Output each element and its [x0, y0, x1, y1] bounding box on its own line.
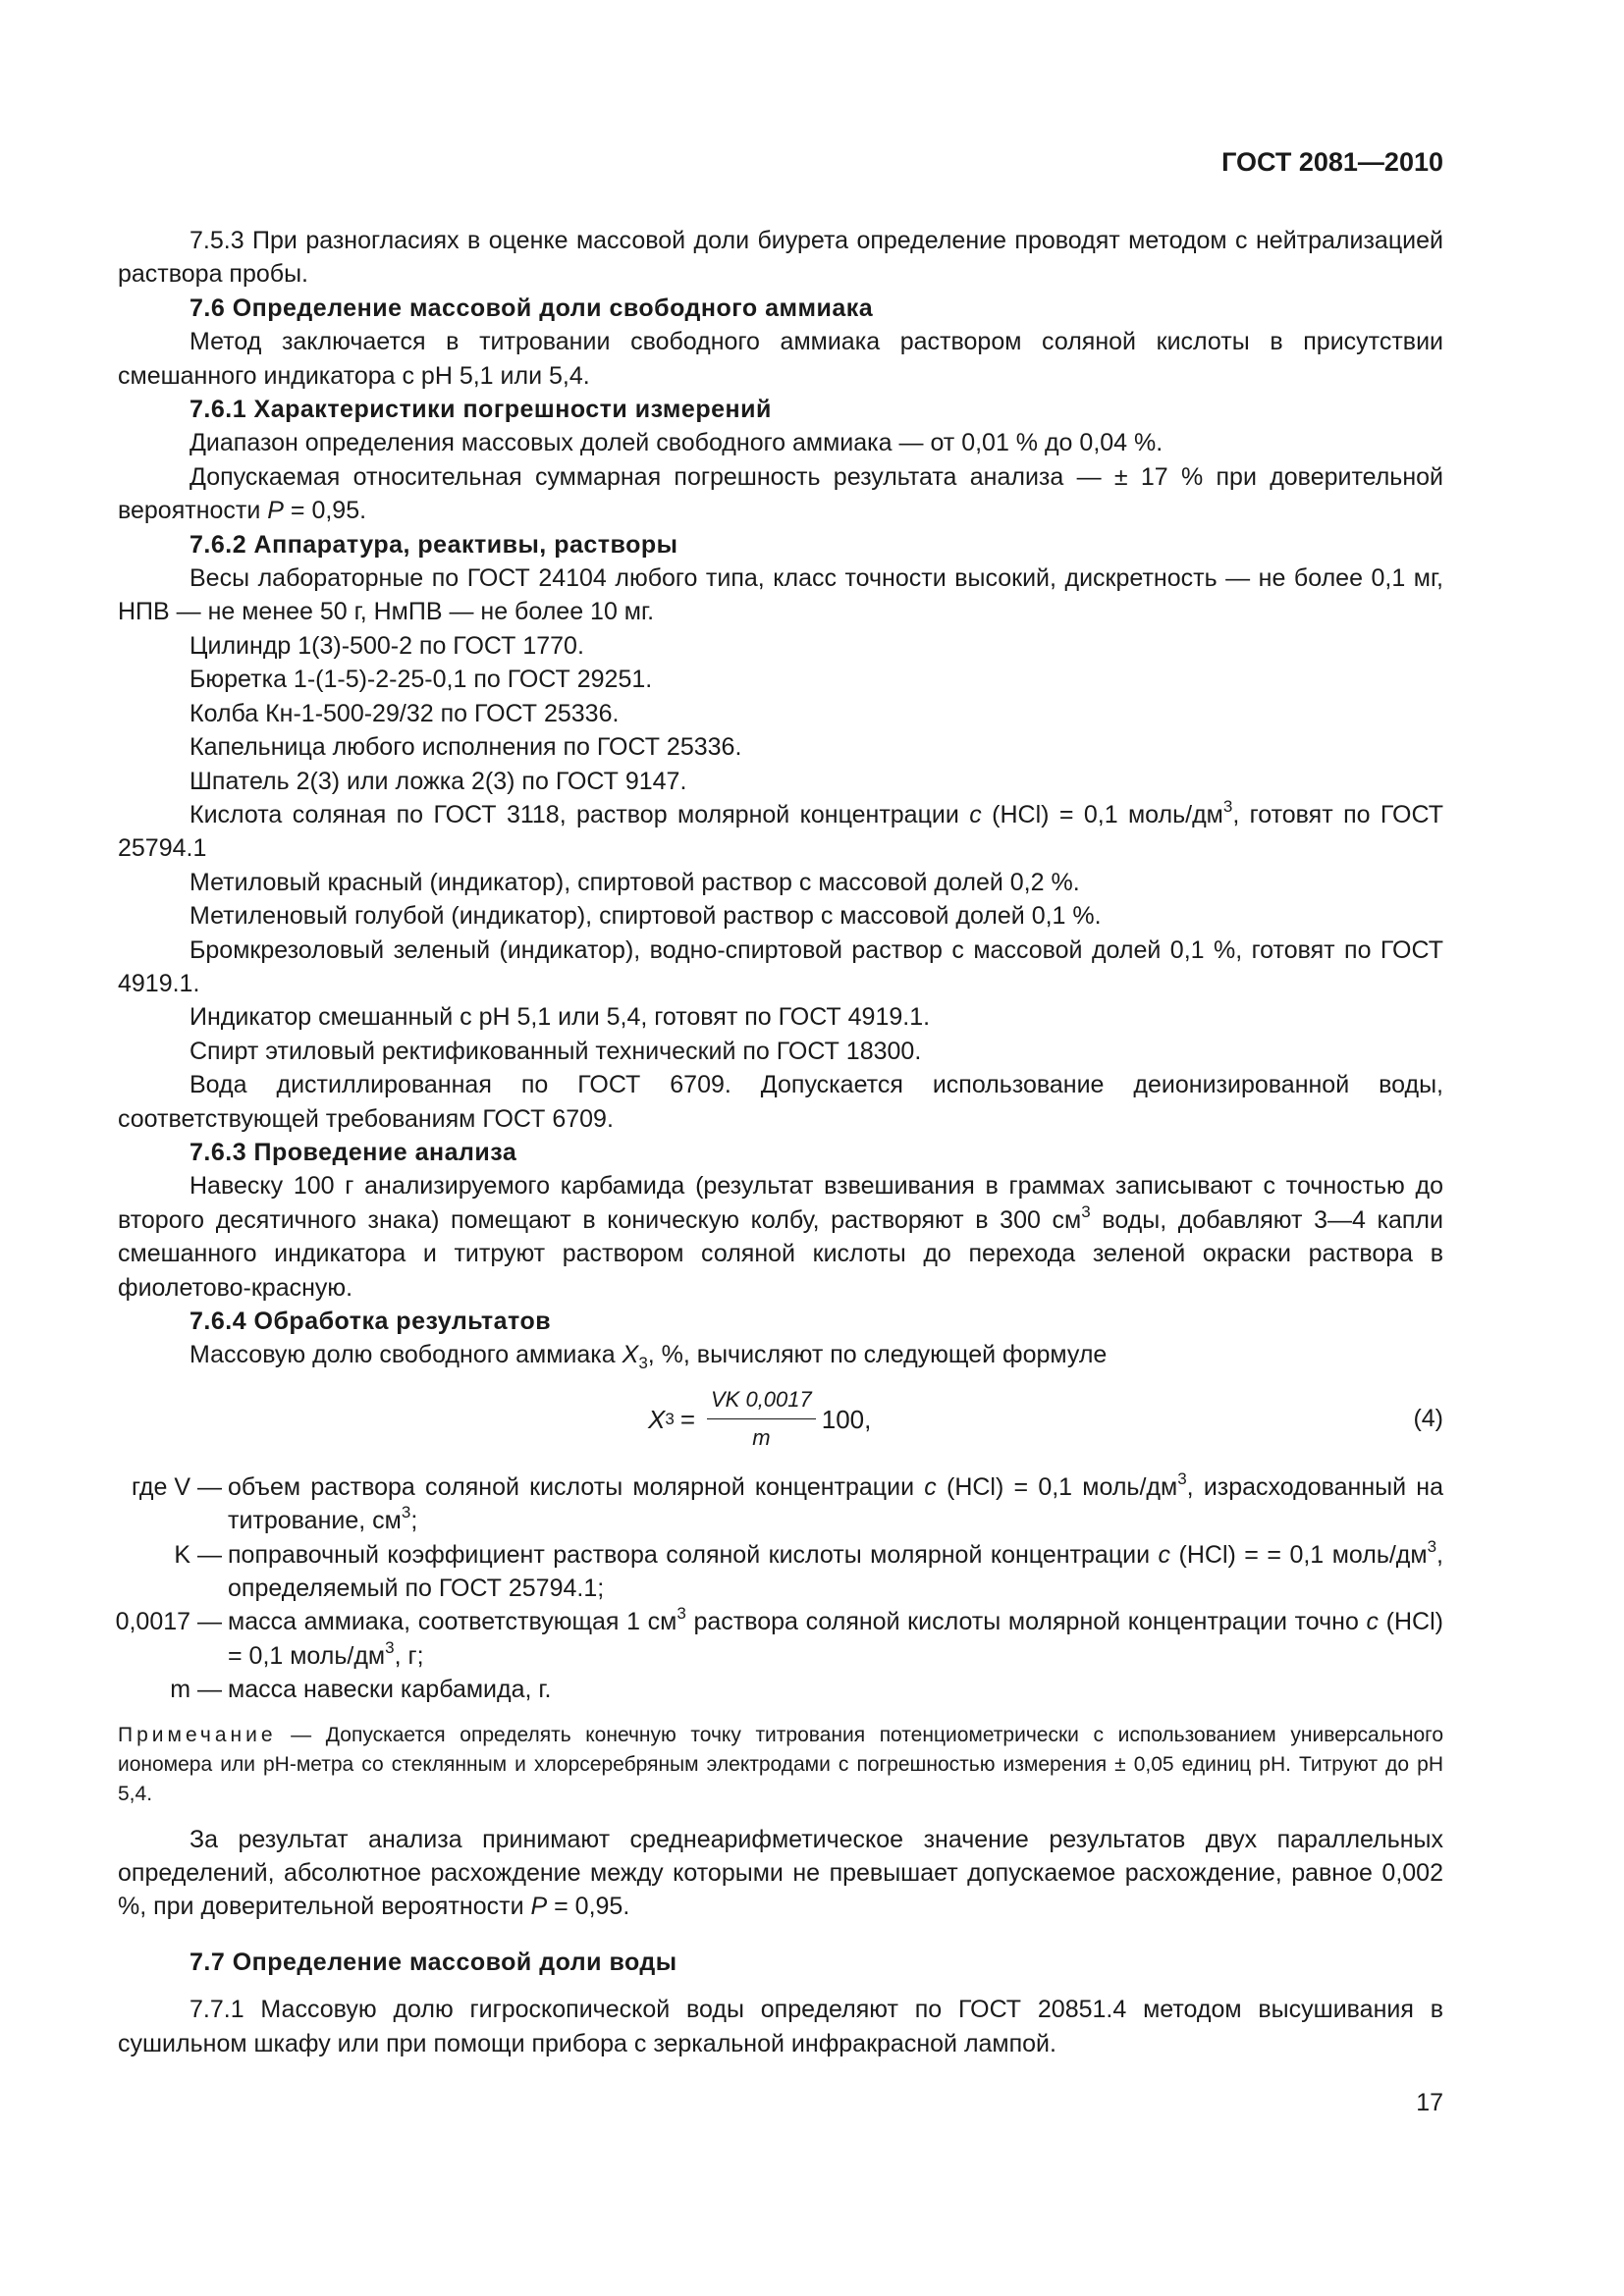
- superscript: 3: [1427, 1536, 1437, 1556]
- paragraph-cylinder: Цилиндр 1(3)-500-2 по ГОСТ 1770.: [189, 631, 584, 660]
- variable: c: [924, 1472, 937, 1501]
- where-term-text: 0,0017 —: [115, 1608, 222, 1636]
- superscript: 3: [401, 1503, 411, 1522]
- text-run: (HCl) = 0,1 моль/дм: [981, 800, 1223, 828]
- section-heading-text: 7.6.1 Характеристики погрешности измерений: [189, 396, 772, 424]
- formula-lhs: X: [648, 1404, 666, 1434]
- section-heading-text: 7.6 Определение массовой доли свободного аммиака: [189, 294, 874, 322]
- superscript: 3: [677, 1604, 686, 1624]
- text-run: Допускаемая относительная суммарная погрешность результата анализа — ± 17 % при доверительной вероятности: [118, 462, 1443, 525]
- where-definition: [228, 1470, 1443, 1538]
- paragraph-burette: Бюретка 1-(1-5)-2-25-0,1 по ГОСТ 29251.: [189, 666, 653, 694]
- document-body: [115, 224, 1444, 2060]
- paragraph-methylene-blue: Метиленовый голубой (индикатор), спиртовой раствор с массовой долей 0,1 %.: [189, 902, 1102, 931]
- variable: X: [622, 1341, 639, 1369]
- formula-4: [118, 1380, 1443, 1459]
- formula-equals: =: [679, 1404, 695, 1434]
- paragraph-7-5-3: 7.5.3 При разногласиях в оценке массовой доли биурета определение проводят методом с нейтрализацией раствора пробы.: [118, 227, 1443, 289]
- where-term-text: где V —: [131, 1472, 222, 1501]
- superscript: 3: [1222, 796, 1233, 816]
- note: [118, 1721, 1443, 1809]
- superscript: 3: [385, 1637, 395, 1657]
- paragraph-acid: [118, 798, 1443, 866]
- paragraph-water: Вода дистиллированная по ГОСТ 6709. Допускается использование деионизированной воды, соответствующей требованиям ГОСТ 6709.: [118, 1071, 1443, 1133]
- paragraph-bromocresol: Бромкрезоловый зеленый (индикатор), водно-спиртовой раствор с массовой долей 0,1 %, готовят по ГОСТ 4919.1.: [118, 935, 1443, 997]
- formula-tail: 100,: [821, 1404, 872, 1434]
- section-heading-text: 7.6.2 Аппаратура, реактивы, растворы: [189, 530, 678, 559]
- text-run: ;: [410, 1507, 418, 1535]
- formula-number: (4): [1413, 1404, 1443, 1432]
- text-run: Кислота соляная по ГОСТ 3118, раствор молярной концентрации: [189, 800, 970, 828]
- where-term: [0, 1673, 228, 1706]
- section-heading-7-6-4: [118, 1305, 1443, 1338]
- text-run: , определяемый по ГОСТ 25794.1;: [228, 1540, 1443, 1603]
- paragraph-scales: Весы лабораторные по ГОСТ 24104 любого типа, класс точности высокий, дискретность — не более 0,1 мг, НПВ — не менее 50 г, НмПВ — не более 10 мг.: [118, 564, 1443, 626]
- text-run: объем раствора соляной кислоты молярной концентрации: [228, 1472, 925, 1501]
- section-heading-7-6-3: [118, 1136, 1443, 1169]
- where-item: [118, 1673, 1443, 1706]
- subscript: 3: [638, 1354, 648, 1373]
- paragraph-methyl-red: Метиловый красный (индикатор), спиртовой раствор с массовой долей 0,2 %.: [189, 868, 1080, 896]
- formula-denominator: m: [752, 1425, 771, 1451]
- paragraph-dropper: Капельница любого исполнения по ГОСТ 25336.: [189, 733, 742, 762]
- where-item: [118, 1538, 1443, 1606]
- paragraph-spatula: Шпатель 2(3) или ложка 2(3) по ГОСТ 9147.: [189, 767, 687, 795]
- spacer: [118, 1924, 1443, 1946]
- variable: c: [969, 800, 982, 828]
- text-run: поправочный коэффициент раствора соляной кислоты молярной концентрации: [228, 1540, 1159, 1569]
- where-term: [0, 1538, 228, 1606]
- where-item: [115, 1604, 1443, 1673]
- page-number: 17: [1416, 2089, 1443, 2116]
- paragraph-indicator: Индикатор смешанный с pH 5,1 или 5,4, готовят по ГОСТ 4919.1.: [189, 1003, 931, 1032]
- spacer: [118, 1809, 1443, 1823]
- spacer: [118, 1979, 1443, 1993]
- text-run: масса навески карбамида, г.: [228, 1676, 552, 1704]
- section-heading-7-6-2: [118, 528, 1443, 561]
- paragraph-flask: Колба Кн-1-500-29/32 по ГОСТ 25336.: [189, 699, 620, 727]
- text-run: (HCl) = = 0,1 моль/дм: [1170, 1540, 1428, 1569]
- formula-numerator: VK 0,0017: [707, 1383, 816, 1419]
- variable: c: [1366, 1608, 1380, 1636]
- text-run: , израсходованный на титрование, см: [228, 1472, 1443, 1535]
- section-heading-7-6: [118, 292, 1443, 325]
- paragraph-error: [118, 460, 1443, 528]
- where-definition: [228, 1605, 1443, 1673]
- paragraph-7-7-1: 7.7.1 Массовую долю гигроскопической воды определяют по ГОСТ 20851.4 методом высушивания в сушильном шкафу или при помощи прибора с зеркальной инфракрасной лампой.: [118, 1996, 1443, 2057]
- paragraph-result: [118, 1823, 1443, 1924]
- variable: P: [267, 497, 284, 525]
- text-run: раствора соляной кислоты молярной концентрации точно: [685, 1608, 1367, 1636]
- section-heading-text: 7.7 Определение массовой доли воды: [189, 1948, 677, 1976]
- superscript: 3: [1081, 1201, 1091, 1221]
- document-page: [115, 0, 1444, 2296]
- section-heading-text: 7.6.3 Проведение анализа: [189, 1138, 517, 1166]
- formula-fraction: [707, 1383, 816, 1456]
- text-run: За результат анализа принимают среднеарифметическое значение результатов двух параллельных определений, абсолютное расхождение между которыми не превышает допускаемое расхождение, равное 0,002 %, при доверительной вероятности: [118, 1825, 1443, 1921]
- text-run: = 0,95.: [547, 1893, 630, 1921]
- text-run: = 0,95.: [283, 497, 367, 525]
- where-term-text: m —: [170, 1676, 222, 1704]
- text-run: (HCl) = 0,1 моль/дм: [936, 1472, 1178, 1501]
- formula-expression: X 3 = $\frac{VK 0,0017}{m}$ 100,: [648, 1380, 871, 1459]
- section-heading-text: 7.6.4 Обработка результатов: [189, 1308, 552, 1335]
- text-run: , г;: [394, 1641, 424, 1670]
- text-run: воды, добавляют 3—4 капли смешанного индикатора и титруют раствором соляной кислоты до перехода зеленой окраски раствора в фиолетово-красную.: [118, 1205, 1443, 1302]
- paragraph-range: Диапазон определения массовых долей свободного аммиака — от 0,01 % до 0,04 %.: [189, 429, 1164, 457]
- text-run: масса аммиака, соответствующая 1 см: [228, 1608, 677, 1636]
- where-term: [0, 1605, 228, 1673]
- note-text: — Допускается определять конечную точку титрования потенциометрически с использованием универсального иономера или pH-метра со стеклянным и хлорсеребряным электродами с погрешностью измерения ± 0,05 единиц pH. Титруют до pH 5,4.: [118, 1723, 1444, 1805]
- text-run: Массовую долю свободного аммиака: [189, 1341, 623, 1369]
- section-heading-7-7: [118, 1946, 1443, 1979]
- where-definition: [228, 1673, 1443, 1706]
- paragraph-7-6: Метод заключается в титровании свободного аммиака раствором соляной кислоты в присутствии смешанного индикатора с pH 5,1 или 5,4.: [118, 328, 1443, 390]
- paragraph-analysis: [118, 1169, 1443, 1305]
- superscript: 3: [1177, 1468, 1187, 1488]
- paragraph-alcohol: Спирт этиловый ректификованный технический по ГОСТ 18300.: [189, 1037, 922, 1065]
- variable: P: [530, 1893, 548, 1921]
- where-definition: [228, 1538, 1443, 1606]
- where-item: [118, 1470, 1443, 1538]
- text-run: Навеску 100 г анализируемого карбамида (результат взвешивания в граммах записывают с точностью до второго десятичного знака) помещают в коническую колбу, растворяют в 300 см: [118, 1172, 1443, 1234]
- note-label: Примечание: [118, 1723, 277, 1746]
- where-term-text: K —: [174, 1540, 222, 1569]
- where-list: [115, 1468, 1443, 1707]
- document-header: ГОСТ 2081—2010: [1221, 147, 1443, 177]
- text-run: , %, вычисляют по следующей формуле: [647, 1341, 1108, 1369]
- where-term: [0, 1470, 228, 1538]
- variable: c: [1158, 1540, 1171, 1569]
- section-heading-7-6-1: [118, 393, 1443, 426]
- paragraph-calc: [118, 1338, 1443, 1371]
- text-run: (HCl) = 0,1 моль/дм: [228, 1608, 1443, 1670]
- text-run: , готовят по ГОСТ 25794.1: [118, 800, 1443, 863]
